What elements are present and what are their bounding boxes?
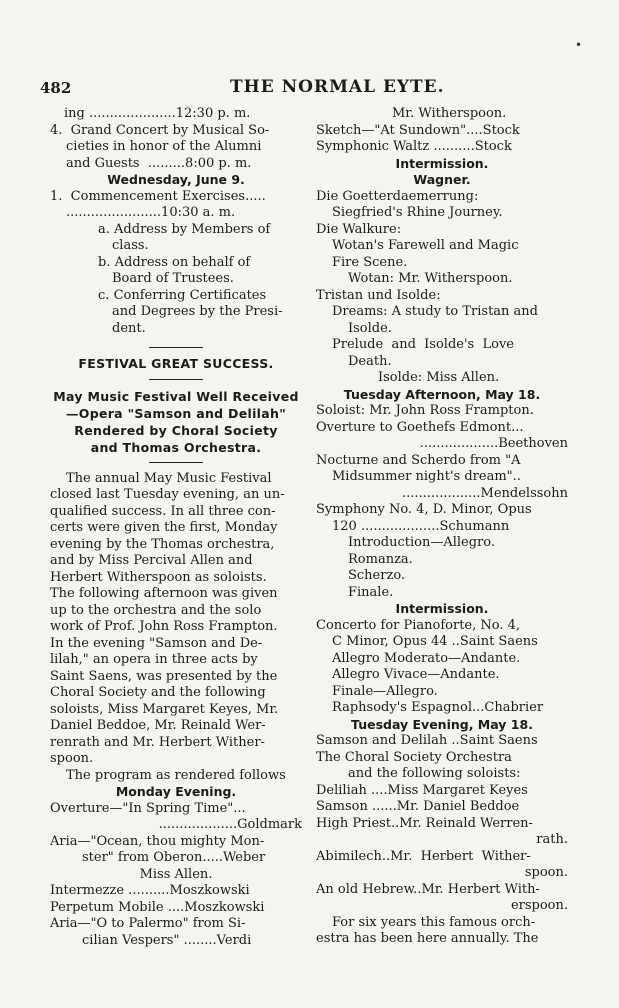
text-line: ing .....................12:30 p. m. [64,106,251,121]
subheading-line: —Opera "Samson and Delilah" [65,405,287,421]
program-line: Midsummer night's dream".. [332,469,521,484]
running-title: THE NORMAL EYTE. [230,77,445,97]
program-line: An old Hebrew..Mr. Herbert With- [316,881,540,897]
sub-item-cont: Board of Trustees. [112,271,234,286]
body-line: Herbert Witherspoon as soloists. [50,569,267,585]
program-line: Tristan und Isolde: [316,287,441,303]
program-line: C Minor, Opus 44 ..Saint Saens [332,634,538,649]
body-line: qualified success. In all three con- [50,503,276,519]
sub-item-label: a. [98,221,110,237]
program-line: Isolde: Miss Allen. [378,370,500,385]
intermission-heading: Intermission. [395,601,489,616]
program-line: Introduction—Allegro. [348,535,495,550]
body-line: and by Miss Percival Allen and [50,553,253,568]
body-line: The program as rendered follows [66,767,286,783]
program-line: Symphonic Waltz ..........Stock [316,139,512,154]
program-line: Overture—"In Spring Time"... [50,800,246,816]
body-line: soloists, Miss Margaret Keyes, Mr. [50,701,279,717]
program-line: Siegfried's Rhine Journey. [332,205,503,220]
sub-item [50,288,302,305]
program-line: Raphsody's Espagnol...Chabrier [332,700,544,715]
program-line: rath. [536,832,568,847]
tuesday-afternoon-heading: Tuesday Afternoon, May 18. [343,386,541,402]
program-line: Wotan: Mr. Witherspoon. [348,271,513,286]
program-line: cilian Vespers" ........Verdi [82,932,252,948]
body-line: The annual May Music Festival [66,470,272,486]
wednesday-heading: Wednesday, June 9. [107,172,245,187]
text-line: .......................10:30 a. m. [66,205,236,220]
body-line: closed last Tuesday evening, an un- [50,487,285,502]
body-line: Choral Society and the following [50,685,266,700]
program-line: Overture to Goethefs Edmont... [316,419,524,435]
program-line: Miss Allen. [139,866,213,882]
stray-mark-icon: • [575,38,583,52]
program-line: Romanza. [348,551,413,567]
body-line: In the evening "Samson and De- [50,635,263,651]
program-line: Wotan's Farewell and Magic [332,238,519,253]
body-line: work of Prof. John Ross Frampton. [50,619,278,634]
sub-item-label: b. [98,254,111,270]
subheading-line: and Thomas Orchestra. [90,439,262,455]
body-line: renrath and Mr. Herbert Wither- [50,734,265,750]
text-line: and Guests .........8:00 p. m. [66,155,252,171]
program-line: Fire Scene. [332,254,408,270]
sub-item-cont: and Degrees by the Presi- [112,304,283,319]
page-number: 482 [40,79,72,97]
text-line: 4. Grand Concert by Musical So- [50,122,270,138]
program-line: Death. [348,353,392,369]
sub-item-text: Address by Members of [114,221,271,237]
program-line: Samson and Delilah ..Saint Saens [316,733,538,748]
program-line: Abimilech..Mr. Herbert Wither- [316,848,531,864]
tuesday-evening-heading: Tuesday Evening, May 18. [351,716,533,732]
program-line: Intermezze ..........Moszkowski [50,883,250,898]
body-line: lilah," an opera in three acts by [50,652,258,667]
program-line: Concerto for Pianoforte, No. 4, [316,617,521,633]
program-line: and the following soloists: [348,766,521,781]
program-line: Scherzo. [348,568,406,583]
program-line: Finale—Allegro. [332,683,438,699]
subheading-line: Rendered by Choral Society [74,422,278,438]
sub-item [50,255,302,272]
right-column [316,106,568,948]
program-line: Allegro Moderato—Andante. [332,650,521,666]
program-line: For six years this famous orch- [332,914,536,930]
program-line: 120 ...................Schumann [332,518,510,534]
program-line: ...................Goldmark [158,817,302,832]
left-column [50,106,302,949]
program-line: Deliliah ....Miss Margaret Keyes [316,782,528,798]
body-line: evening by the Thomas orchestra, [50,536,275,552]
body-line: spoon. [50,751,94,766]
intermission-heading: Intermission. [395,155,489,171]
text-line: 1. Commencement Exercises..... [50,188,266,204]
program-line: Prelude and Isolde's Love [332,337,514,352]
program-line: Aria—"O to Palermo" from Si- [50,916,246,931]
program-line: Perpetum Mobile ....Moszkowski [50,899,265,915]
program-line: erspoon. [510,898,568,913]
monday-heading: Monday Evening. [115,784,237,799]
program-line: Mr. Witherspoon. [392,106,507,121]
subheading-line: May Music Festival Well Received [53,388,299,404]
body-line: Daniel Beddoe, Mr. Reinald Wer- [50,718,266,733]
program-line: Die Walkure: [316,221,402,237]
program-line: Samson ......Mr. Daniel Beddoe [316,799,520,814]
program-line: Isolde. [348,320,392,336]
program-line: estra has been here annually. The [316,931,539,946]
program-line: Die Goetterdaemerrung: [316,188,479,204]
sub-item-text: Address on behalf of [114,254,251,270]
sub-item-cont: class. [112,238,149,253]
program-line: ster" from Oberon.....Weber [82,850,266,865]
program-line: Sketch—"At Sundown"....Stock [316,122,520,138]
sub-item [50,222,302,239]
program-line: Nocturne and Scherdo from "A [316,452,521,468]
program-line: Allegro Vivace—Andante. [332,667,500,682]
program-line: Dreams: A study to Tristan and [332,304,539,319]
sub-item-label: c. [98,287,110,303]
program-line: Symphony No. 4, D. Minor, Opus [316,502,532,517]
body-line: up to the orchestra and the solo [50,602,262,618]
program-line: High Priest..Mr. Reinald Werren- [316,815,533,831]
program-line: ...................Mendelssohn [402,485,568,501]
body-line: Saint Saens, was presented by the [50,668,278,684]
program-line: spoon. [524,865,568,880]
program-line: The Choral Society Orchestra [316,749,512,765]
divider [149,462,203,463]
program-line: ...................Beethoven [419,436,568,451]
program-line: Finale. [348,584,394,600]
sub-item-text: Conferring Certificates [113,287,267,303]
wagner-heading: Wagner. [413,172,471,187]
text-line: cieties in honor of the Alumni [66,139,262,154]
body-line: The following afternoon was given [50,586,278,601]
section-title: FESTIVAL GREAT SUCCESS. [78,356,274,371]
divider [149,379,203,380]
sub-item-cont: dent. [112,320,146,336]
divider [149,347,203,348]
program-line: Soloist: Mr. John Ross Frampton. [316,403,534,418]
body-line: certs were given the first, Monday [50,520,278,535]
program-line: Aria—"Ocean, thou mighty Mon- [50,833,265,849]
